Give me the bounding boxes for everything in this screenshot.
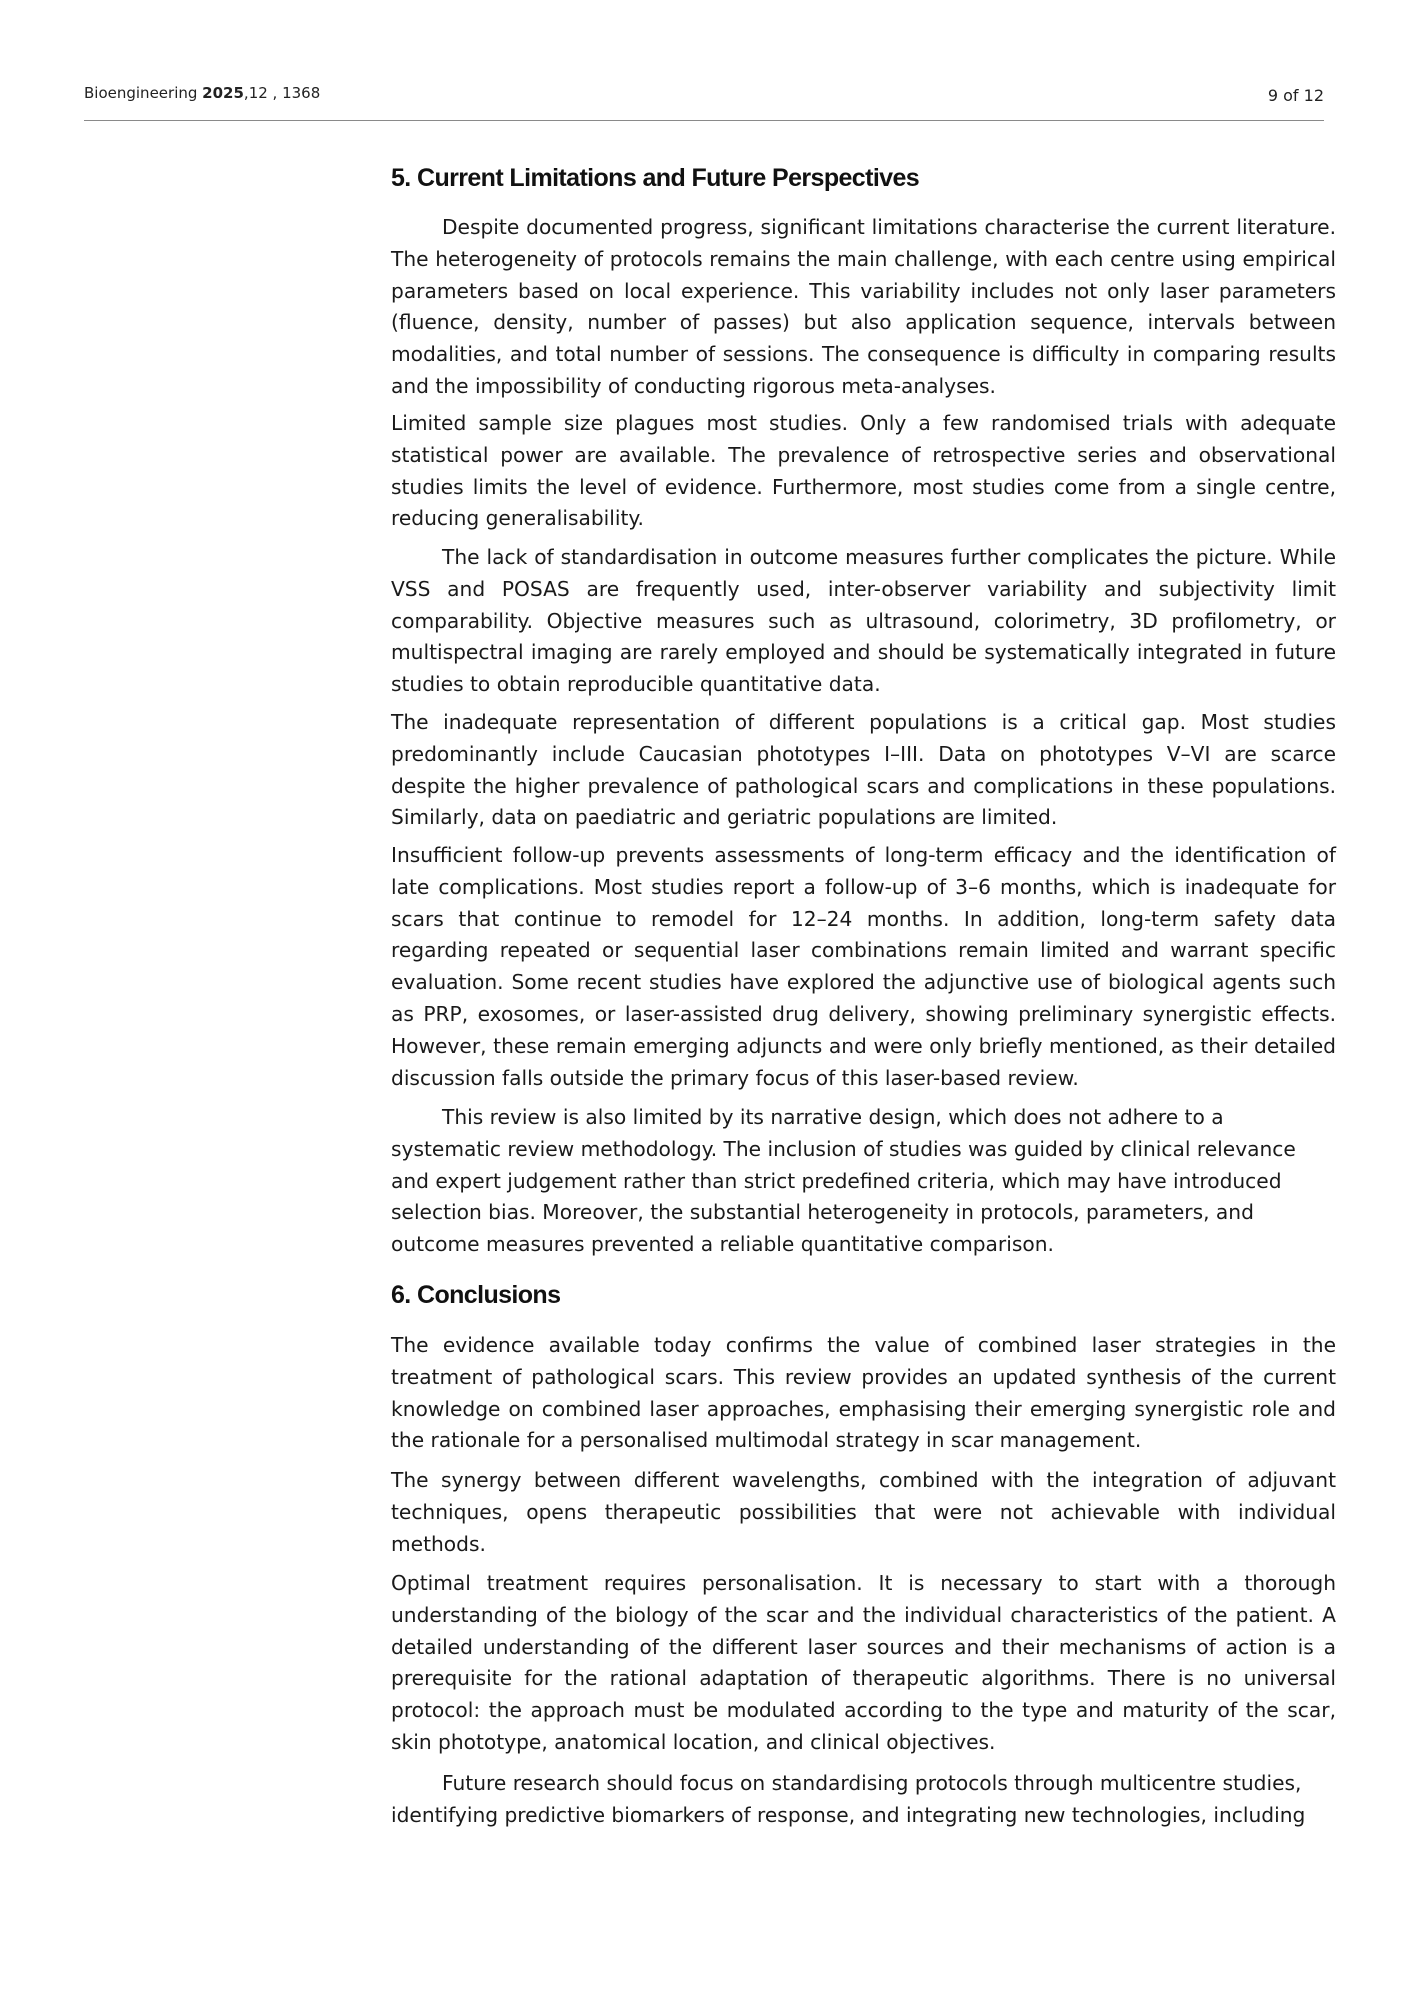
paragraph: Despite documented progress, significant limitations characterise the current literature. The heterogeneity of protocols remains the main challenge, with each centre using empirical parameters based on local experience. This variability includes not only laser parameters (fluence, density, number of passes) but also application sequence, intervals between modalities, and total number of sessions. The consequence is difficulty in comparing results and the impossibility of conducting rigorous meta-analyses. (391, 215, 1336, 398)
section-heading: 6. Conclusions (391, 1281, 561, 1309)
journal-year: 2025 (202, 84, 244, 102)
section-heading: 5. Current Limitations and Future Perspectives (391, 164, 920, 192)
paragraph: Optimal treatment requires personalisation. It is necessary to start with a thorough understanding of the biology of the scar and the individual characteristics of the patient. A detailed understanding of the different laser sources and their mechanisms of action is a prerequisite for the rational adaptation of therapeutic algorithms. There is no universal protocol: the approach must be modulated according to the type and maturity of the scar, skin phototype, anatomical location, and clinical objectives. (391, 1571, 1336, 1754)
journal-volume: 12 , 1368 (248, 84, 321, 102)
paragraph: This review is also limited by its narrative design, which does not adhere to a systematic review methodology. The inclusion of studies was guided by clinical relevance and expert judgement rather than strict predefined criteria, which may have introduced selection bias. Moreover, the substantial heterogeneity in protocols, parameters, and outcome measures prevented a reliable quantitative comparison. (391, 1105, 1296, 1257)
paragraph: Limited sample size plagues most studies. Only a few randomised trials with adequate statistical power are available. The prevalence of retrospective series and observational studies limits the level of evidence. Furthermore, most studies come from a single centre, reducing generalisability. (391, 411, 1336, 531)
paragraph: The synergy between different wavelengths, combined with the integration of adjuvant techniques, opens therapeutic possibilities that were not achievable with individual methods. (391, 1468, 1336, 1556)
paragraph: Future research should focus on standardising protocols through multicentre studies, identifying predictive biomarkers of response, and integrating new technologies, including (391, 1771, 1306, 1827)
paragraph: The evidence available today confirms the value of combined laser strategies in the treatment of pathological scars. This review provides an updated synthesis of the current knowledge on combined laser approaches, emphasising their emerging synergistic role and the rationale for a personalised multimodal strategy in scar management. (391, 1333, 1336, 1453)
page-number: 9 of 12 (1267, 86, 1324, 105)
paragraph: The inadequate representation of different populations is a critical gap. Most studies predominantly include Caucasian phototypes I–III. Data on phototypes V–VI are scarce despite the higher prevalence of pathological scars and complications in these populations. Similarly, data on paediatric and geriatric populations are limited. (391, 710, 1336, 830)
journal-name: Bioengineering (84, 84, 198, 102)
paragraph: The lack of standardisation in outcome measures further complicates the picture. While VSS and POSAS are frequently used, inter-observer variability and subjectivity limit comparability. Objective measures such as ultrasound, colorimetry, 3D profilometry, or multispectral imaging are rarely employed and should be systematically integrated in future studies to obtain reproducible quantitative data. (391, 545, 1336, 697)
journal-citation: Bioengineering 2025,12 , 1368 (84, 84, 321, 102)
page-header (84, 80, 1324, 121)
paragraph: Insufficient follow-up prevents assessments of long-term efficacy and the identification of late complications. Most studies report a follow-up of 3–6 months, which is inadequate for scars that continue to remodel for 12–24 months. In addition, long-term safety data regarding repeated or sequential laser combinations remain limited and warrant specific evaluation. Some recent studies have explored the adjunctive use of biological agents such as PRP, exosomes, or laser-assisted drug delivery, showing preliminary synergistic effects. However, these remain emerging adjuncts and were only briefly mentioned, as their detailed discussion falls outside the primary focus of this laser-based review. (391, 843, 1336, 1090)
